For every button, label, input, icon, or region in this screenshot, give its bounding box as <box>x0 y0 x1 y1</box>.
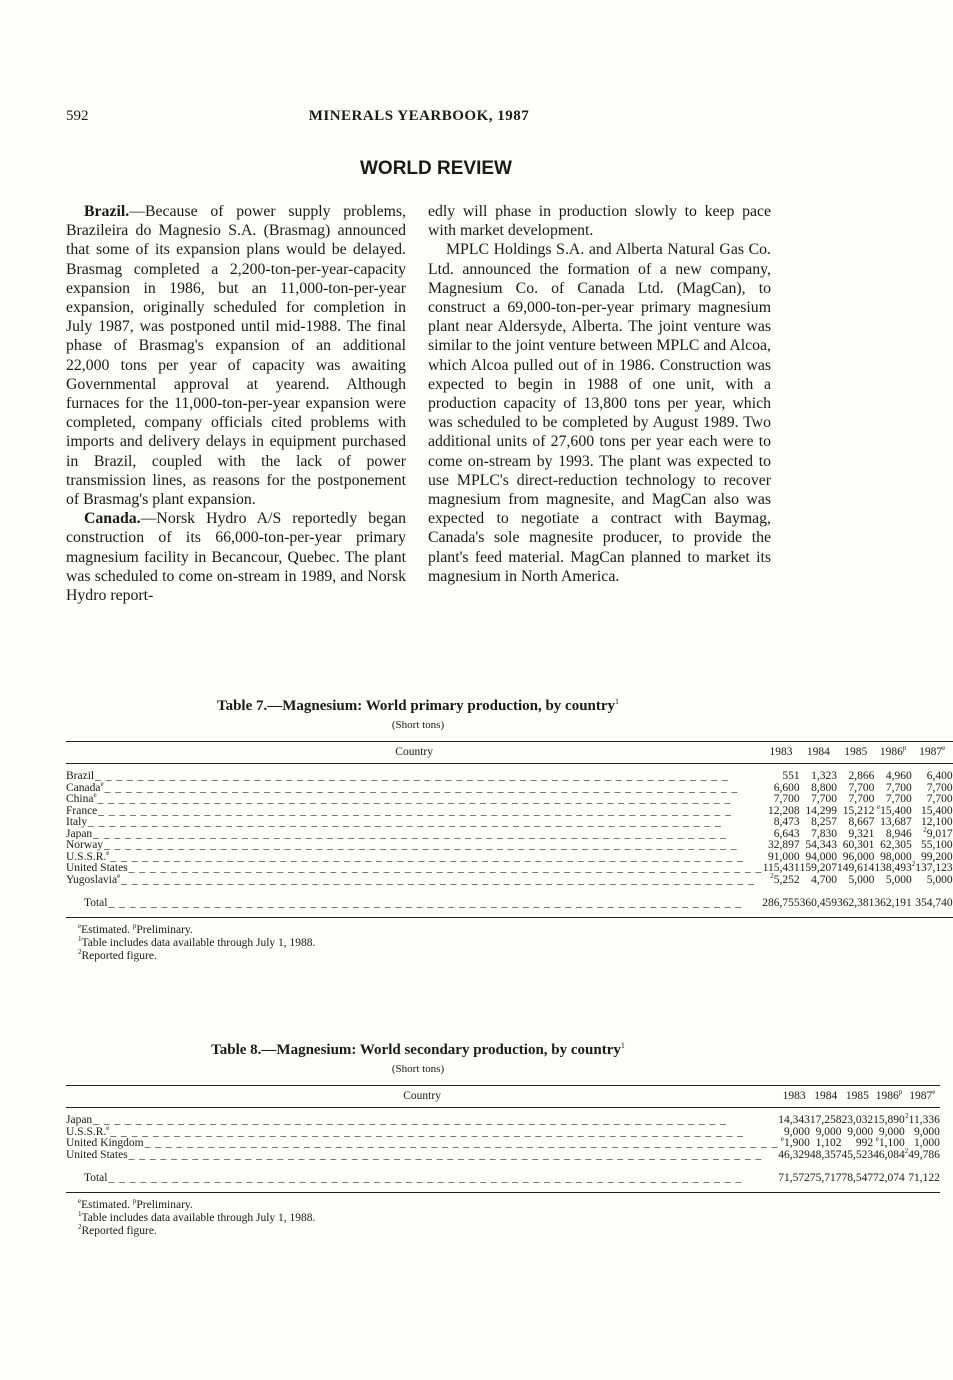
value: 5,000 <box>926 873 953 886</box>
footnote-text: Preliminary. <box>136 1198 193 1211</box>
value-cell <box>873 1108 905 1127</box>
leader-dots: _ _ _ _ _ _ _ _ _ _ _ _ _ _ _ _ _ _ _ _ _ _ _ _ _ _ _ _ _ _ _ _ _ _ _ _ _ _ _ _ _ _ _ _ _ _ _ _ _ _ _ _ _ _ _ _ _ _ _ _ <box>128 862 763 874</box>
data-table <box>66 1085 940 1193</box>
value-cell <box>778 1108 810 1127</box>
value: 8,473 <box>773 816 800 828</box>
total-value: 72,074 <box>873 1161 905 1192</box>
footnote-mark: e <box>875 1135 879 1144</box>
country-name <box>66 805 98 817</box>
footnote-mark: e <box>93 791 97 800</box>
lead-brazil: Brazil. <box>84 203 130 220</box>
value: 46,084 <box>873 1148 905 1161</box>
value: 48,357 <box>809 1148 842 1161</box>
leader-dots: _ _ _ _ _ _ _ _ _ _ _ _ _ _ _ _ _ _ _ _ _ _ _ _ _ _ _ _ _ _ _ _ _ _ _ _ _ _ _ _ _ _ _ _ _ _ _ _ _ _ _ _ _ _ _ _ _ _ _ _ <box>108 897 743 909</box>
table-unit: (Short tons) <box>391 719 445 731</box>
value: 149,614 <box>837 862 875 874</box>
footnote-mark: e <box>106 1123 110 1132</box>
value-cell <box>874 764 911 783</box>
footnote-text: Reported figure. <box>81 949 157 962</box>
value: 15,212 <box>842 804 875 817</box>
country-cell <box>66 1108 778 1127</box>
total-value: 362,381 <box>837 886 874 917</box>
value: 11,336 <box>908 1114 940 1126</box>
column-header <box>905 1086 940 1108</box>
value: 46,329 <box>778 1148 810 1161</box>
table-caption: Table 7.—Magnesium: World primary production, by country$^1$ <box>216 697 620 714</box>
column-label: 1985 <box>844 746 868 758</box>
column-label: Country <box>395 746 433 758</box>
value-cell <box>800 764 837 783</box>
value: 5,000 <box>848 873 875 886</box>
value: 96,000 <box>842 850 875 863</box>
country-label: Canada <box>66 781 101 794</box>
column-label: 1983 <box>782 1090 806 1102</box>
footnote-mark: 2 <box>904 1146 909 1155</box>
leader-dots: _ _ _ _ _ _ _ _ _ _ _ _ _ _ _ _ _ _ _ _ _ _ _ _ _ _ _ _ _ _ _ _ _ _ _ _ _ _ _ _ _ _ _ _ _ _ _ _ _ _ _ _ _ _ _ _ _ _ _ _ <box>98 804 732 817</box>
footnote-mark: 1 <box>78 1209 82 1218</box>
footnote-mark: e <box>780 1135 784 1144</box>
country-name <box>66 1123 110 1138</box>
value: 551 <box>782 770 800 782</box>
footnote-mark: 2 <box>78 1222 82 1231</box>
value: 7,700 <box>885 793 912 805</box>
value-cell <box>762 871 800 887</box>
value: 4,700 <box>811 873 838 886</box>
value: 94,000 <box>805 850 838 863</box>
footnote-mark: e <box>932 1088 936 1097</box>
table-7 <box>66 697 953 963</box>
paragraph-brazil <box>66 202 406 509</box>
country-cell <box>66 764 762 783</box>
value: 7,700 <box>773 793 800 805</box>
right-text-column <box>428 202 771 586</box>
column-header <box>842 1086 874 1108</box>
value: 45,523 <box>841 1148 874 1161</box>
total-label-cell <box>66 1161 778 1192</box>
value: 49,786 <box>908 1148 940 1161</box>
footnote-mark: 2 <box>770 871 774 880</box>
total-value: 71,572 <box>778 1161 810 1192</box>
footnote-mark: 2 <box>923 825 927 834</box>
country-name <box>66 1137 145 1149</box>
leader-dots: _ _ _ _ _ _ _ _ _ _ _ _ _ _ _ _ _ _ _ _ _ _ _ _ _ _ _ _ _ _ _ _ _ _ _ _ _ _ _ _ _ _ _ _ _ _ _ _ _ _ _ _ _ _ _ _ _ _ _ _ <box>93 827 727 840</box>
footnote-mark: 1 <box>78 934 82 943</box>
country-cell <box>66 871 762 887</box>
leader-dots: _ _ _ _ _ _ _ _ _ _ _ _ _ _ _ _ _ _ _ _ _ _ _ _ _ _ _ _ _ _ _ _ _ _ _ _ _ _ _ _ _ _ _ _ _ _ _ _ _ _ _ _ _ _ _ _ _ _ _ _ <box>97 793 732 805</box>
value: 98,000 <box>880 850 912 863</box>
value-cell <box>762 764 799 783</box>
country-label: United Kingdom <box>66 1137 144 1149</box>
value: 9,000 <box>847 1125 874 1138</box>
footnote-mark: e <box>100 779 104 788</box>
value: 14,299 <box>805 804 838 817</box>
country-label: United States <box>66 1148 128 1161</box>
total-row <box>66 1161 940 1192</box>
value-cell <box>842 1150 874 1162</box>
value: 1,100 <box>878 1137 905 1149</box>
table-notes <box>66 921 770 963</box>
footnote-mark: e <box>106 848 110 857</box>
country-cell <box>66 1150 778 1162</box>
value: 1,102 <box>815 1137 842 1149</box>
country-name <box>66 1149 129 1161</box>
table-unit: (Short tons) <box>391 1063 445 1075</box>
value: 7,700 <box>848 781 875 794</box>
leader-dots: _ _ _ _ _ _ _ _ _ _ _ _ _ _ _ _ _ _ _ _ _ _ _ _ _ _ _ _ _ _ _ _ _ _ _ _ _ _ _ _ _ _ _ _ _ _ _ _ _ _ _ _ _ _ _ _ _ _ _ _ <box>95 770 729 782</box>
paragraph-magcan: MPLC Holdings S.A. and Alberta Natural Gas Co. Ltd. announced the formation of a new company, Magnesium Co. of Canada Ltd. (MagCan), to construct a 69,000-ton-per-year primary magnesium plant near Aldersyde, Alberta. The joint venture was similar to the joint venture between MPLC and Alcoa, which Alcoa pulled out of in 1986. Construction was expected to begin in 1988 of one unit, with a production capacity of 13,800 tons per year, which was scheduled to be completed by August 1989. Two additional units of 27,600 tons per year each were to come on-stream by 1993. The plant was expected to use MPLC's direct-reduction technology to recover magnesium from magnesite, and MagCan also was expected to negotiate a contract with Baymag, Canada's sole magnesite producer, to provide the plant's feed material. MagCan planned to market its magnesium in North America. <box>428 241 771 585</box>
leader-dots: _ _ _ _ _ _ _ _ _ _ _ _ _ _ _ _ _ _ _ _ _ _ _ _ _ _ _ _ _ _ _ _ _ _ _ _ _ _ _ _ _ _ _ _ _ _ _ _ _ _ _ _ _ _ _ _ _ _ _ _ <box>88 816 722 828</box>
value: 9,017 <box>926 827 953 840</box>
value-cell <box>912 875 953 887</box>
value-cell <box>778 1150 810 1162</box>
leader-dots: _ _ _ _ _ _ _ _ _ _ _ _ _ _ _ _ _ _ _ _ _ _ _ _ _ _ _ _ _ _ _ _ _ _ _ _ _ _ _ _ _ _ _ _ _ _ _ _ _ _ _ _ _ _ _ _ _ _ _ _ <box>121 873 755 886</box>
table-row <box>66 764 953 783</box>
value: 4,960 <box>885 770 912 782</box>
value: 15,400 <box>921 804 953 817</box>
table-caption: Table 8.—Magnesium: World secondary production, by country$^1$ <box>211 1041 625 1058</box>
leader-dots: _ _ _ _ _ _ _ _ _ _ _ _ _ _ _ _ _ _ _ _ _ _ _ _ _ _ _ _ _ _ _ _ _ _ _ _ _ _ _ _ _ _ _ _ _ _ _ _ _ _ _ _ _ _ _ _ _ _ _ _ <box>110 1125 745 1138</box>
value: 32,897 <box>768 839 800 851</box>
value-cell <box>912 764 953 783</box>
total-value: 71,122 <box>905 1161 940 1192</box>
country-label: Italy <box>66 816 88 828</box>
total-label: Total <box>84 1172 108 1184</box>
value-cell <box>810 1150 842 1162</box>
value: 1,323 <box>811 770 838 782</box>
value-cell <box>837 764 874 783</box>
value-cell <box>874 875 911 887</box>
table-row <box>66 875 953 887</box>
value: 5,252 <box>773 873 800 886</box>
country-label: United States <box>66 862 128 874</box>
country-name <box>66 848 110 863</box>
value: 6,600 <box>773 781 800 794</box>
text-canada: —Norsk Hydro A/S reportedly began construction of its 66,000-ton-per-year primary magnesium facility in Becancour, Quebec. The plant was scheduled to come on-stream in 1989, and Norsk Hydro report- <box>66 510 406 605</box>
total-value: 286,755 <box>762 886 799 917</box>
value: 14,343 <box>778 1114 810 1126</box>
column-label: 1987 <box>909 1090 933 1102</box>
country-name <box>66 779 105 794</box>
footnote-mark: e <box>117 871 121 880</box>
leader-dots: _ _ _ _ _ _ _ _ _ _ _ _ _ _ _ _ _ _ _ _ _ _ _ _ _ _ _ _ _ _ _ _ _ _ _ _ _ _ _ _ _ _ _ _ _ _ _ _ _ _ _ _ _ _ _ _ _ _ _ _ <box>110 850 745 863</box>
column-label: Country <box>403 1090 441 1102</box>
value-cell <box>800 875 837 887</box>
column-header <box>66 1086 778 1108</box>
footnote-text: Reported figure. <box>81 1224 157 1237</box>
total-value: 362,191 <box>874 886 911 917</box>
value: 5,000 <box>885 873 912 886</box>
value: 1,900 <box>784 1137 810 1149</box>
value-cell <box>904 1146 940 1162</box>
footnote <box>78 921 770 937</box>
footnote-mark: 2 <box>78 947 82 956</box>
value: 6,400 <box>926 770 953 782</box>
value: 15,400 <box>880 804 912 817</box>
value-cell <box>873 1150 905 1162</box>
value: 9,000 <box>878 1125 905 1138</box>
value: 9,321 <box>848 827 875 840</box>
country-name <box>66 871 121 886</box>
column-label: 1986 <box>875 1090 899 1102</box>
country-label: Japan <box>66 827 93 840</box>
column-header <box>873 1086 905 1108</box>
value: 137,123 <box>915 862 953 874</box>
value: 1,000 <box>914 1137 940 1149</box>
value-cell <box>810 1108 842 1127</box>
total-label-cell <box>66 886 762 917</box>
value: 9,000 <box>815 1125 842 1138</box>
column-header <box>800 742 837 764</box>
value: 8,667 <box>848 816 875 828</box>
table-notes <box>66 1196 770 1238</box>
value: 8,257 <box>811 816 838 828</box>
country-name <box>66 770 95 782</box>
footnote-text: Preliminary. <box>136 923 193 936</box>
total-value: 360,459 <box>800 886 837 917</box>
column-header <box>810 1086 842 1108</box>
value: 159,207 <box>799 862 838 874</box>
column-header <box>778 1086 810 1108</box>
country-label: Yugoslavia <box>66 873 118 886</box>
table-8 <box>66 1041 940 1238</box>
country-label: France <box>66 804 98 817</box>
footnote-mark: p <box>902 744 907 753</box>
lead-canada: Canada. <box>84 510 141 528</box>
country-label: China <box>66 793 94 805</box>
section-title: WORLD REVIEW <box>360 158 512 179</box>
value: 9,000 <box>784 1125 810 1138</box>
text-brazil: —Because of power supply problems, Brazileira do Magnesio S.A. (Brasmag) announced that some of its expansion plans would be delayed. Brasmag completed a 2,200-ton-per-year-capacity expansion in 1986, but an 11,000-ton-per-year expansion, originally scheduled for completion in July 1987, was postponed until mid-1988. The final phase of Brasmag's expansion of an additional 22,000 tons per year of capacity was awaiting Governmental approval at yearend. Although furnaces for the 11,000-ton-per-year expansion were completed, company officials cited problems with imports and delivery delays in equipment purchased in Brazil, coupled with the lack of power transmission lines, as reasons for the postponement of Brasmag's plant expansion. <box>66 203 406 509</box>
footnote-mark: 2 <box>911 860 916 869</box>
left-text-column <box>66 202 406 605</box>
value: 54,343 <box>805 839 838 851</box>
leader-dots: _ _ _ _ _ _ _ _ _ _ _ _ _ _ _ _ _ _ _ _ _ _ _ _ _ _ _ _ _ _ _ _ _ _ _ _ _ _ _ _ _ _ _ _ _ _ _ _ _ _ _ _ _ _ _ _ _ _ _ _ <box>104 781 739 794</box>
country-label: Brazil <box>66 770 95 782</box>
footnote-mark: e <box>877 802 881 811</box>
value: 91,000 <box>768 850 800 863</box>
column-header <box>837 742 874 764</box>
footnote <box>78 1222 770 1238</box>
running-title: MINERALS YEARBOOK, 1987 <box>308 108 530 124</box>
total-value: 354,740 <box>912 886 953 917</box>
leader-dots: _ _ _ _ _ _ _ _ _ _ _ _ _ _ _ _ _ _ _ _ _ _ _ _ _ _ _ _ _ _ _ _ _ _ _ _ _ _ _ _ _ _ _ _ _ _ _ _ _ _ _ _ _ _ _ _ _ _ _ _ <box>93 1114 727 1126</box>
table-row <box>66 1108 940 1127</box>
value: 6,643 <box>773 827 800 840</box>
value: 7,700 <box>926 781 953 794</box>
value: 992 <box>855 1137 874 1149</box>
paragraph-canada <box>66 509 406 605</box>
footnote-text: Estimated. <box>81 923 133 936</box>
country-label: Norway <box>66 839 104 851</box>
column-label: 1987 <box>919 746 943 758</box>
country-label: U.S.S.R. <box>66 850 107 863</box>
value: 60,301 <box>842 839 875 851</box>
footnote <box>78 947 770 963</box>
value: 115,431 <box>762 862 800 874</box>
value: 7,700 <box>811 793 838 805</box>
value: 8,946 <box>885 827 912 840</box>
footnote <box>78 1209 770 1225</box>
footnote <box>78 934 770 950</box>
value: 12,100 <box>921 816 953 828</box>
total-value: 78,547 <box>842 1161 874 1192</box>
country-name <box>66 1114 93 1126</box>
leader-dots: _ _ _ _ _ _ _ _ _ _ _ _ _ _ _ _ _ _ _ _ _ _ _ _ _ _ _ _ _ _ _ _ _ _ _ _ _ _ _ _ _ _ _ _ _ _ _ _ _ _ _ _ _ _ _ _ _ _ _ _ <box>128 1148 763 1161</box>
leader-dots: _ _ _ _ _ _ _ _ _ _ _ _ _ _ _ _ _ _ _ _ _ _ _ _ _ _ _ _ _ _ _ _ _ _ _ _ _ _ _ _ _ _ _ _ _ _ _ _ _ _ _ _ _ _ _ _ _ _ _ _ <box>104 839 738 851</box>
column-label: 1986 <box>879 746 903 758</box>
footnote-mark: p <box>898 1088 903 1097</box>
country-label: Japan <box>66 1114 93 1126</box>
value: 7,700 <box>885 781 912 794</box>
data-table <box>66 741 953 918</box>
value: 9,000 <box>914 1125 940 1138</box>
value: 8,800 <box>811 781 838 794</box>
page-number: 592 <box>66 108 89 124</box>
column-label: 1984 <box>806 746 830 758</box>
country-name <box>66 793 98 805</box>
value: 7,700 <box>848 793 875 805</box>
value: 99,200 <box>921 850 953 863</box>
column-header <box>66 742 762 764</box>
table-row <box>66 1150 940 1162</box>
footnote-mark: p <box>132 1196 137 1205</box>
value: 2,866 <box>848 770 875 782</box>
footnote-mark: e <box>78 1196 82 1205</box>
leader-dots: _ _ _ _ _ _ _ _ _ _ _ _ _ _ _ _ _ _ _ _ _ _ _ _ _ _ _ _ _ _ _ _ _ _ _ _ _ _ _ _ _ _ _ _ _ _ _ _ _ _ _ _ _ _ _ _ _ _ _ _ <box>108 1172 743 1184</box>
column-label: 1985 <box>845 1090 869 1102</box>
value: 7,700 <box>926 793 953 805</box>
total-row <box>66 886 953 917</box>
country-name <box>66 839 104 851</box>
value-cell <box>842 1108 874 1127</box>
country-label: U.S.S.R. <box>66 1125 107 1138</box>
value: 138,493 <box>874 862 912 874</box>
column-header <box>762 742 799 764</box>
column-label: 1984 <box>814 1090 838 1102</box>
column-header <box>912 742 953 764</box>
footnote-mark: e <box>78 921 82 930</box>
footnote-text: Estimated. <box>81 1198 133 1211</box>
value-cell <box>837 875 874 887</box>
leader-dots: _ _ _ _ _ _ _ _ _ _ _ _ _ _ _ _ _ _ _ _ _ _ _ _ _ _ _ _ _ _ _ _ _ _ _ _ _ _ _ _ _ _ _ _ _ _ _ _ _ _ _ _ _ _ _ _ _ _ _ _ <box>144 1137 779 1149</box>
value: 15,890 <box>873 1114 905 1126</box>
column-label: 1983 <box>769 746 793 758</box>
value: 62,305 <box>880 839 912 851</box>
paragraph-continuation: edly will phase in production slowly to keep pace with market development. <box>428 203 771 240</box>
footnote-mark: p <box>132 921 137 930</box>
footnote-mark: e <box>942 744 946 753</box>
column-header <box>874 742 911 764</box>
value: 13,687 <box>880 816 912 828</box>
total-label: Total <box>84 897 108 909</box>
value: 7,830 <box>811 827 838 840</box>
total-value: 75,717 <box>810 1161 842 1192</box>
value: 23,032 <box>841 1114 874 1126</box>
footnote-text: Table includes data available through July 1, 1988. <box>81 936 316 949</box>
value: 55,100 <box>921 839 953 851</box>
value: 17,258 <box>809 1114 842 1126</box>
footnote-mark: 2 <box>905 1112 909 1121</box>
country-name <box>66 828 93 840</box>
country-name <box>66 816 88 828</box>
value-cell <box>905 1108 940 1127</box>
page-header <box>66 108 772 130</box>
value: 12,208 <box>768 804 800 817</box>
footnote-text: Table includes data available through July 1, 1988. <box>81 1211 316 1224</box>
footnote <box>78 1196 770 1212</box>
